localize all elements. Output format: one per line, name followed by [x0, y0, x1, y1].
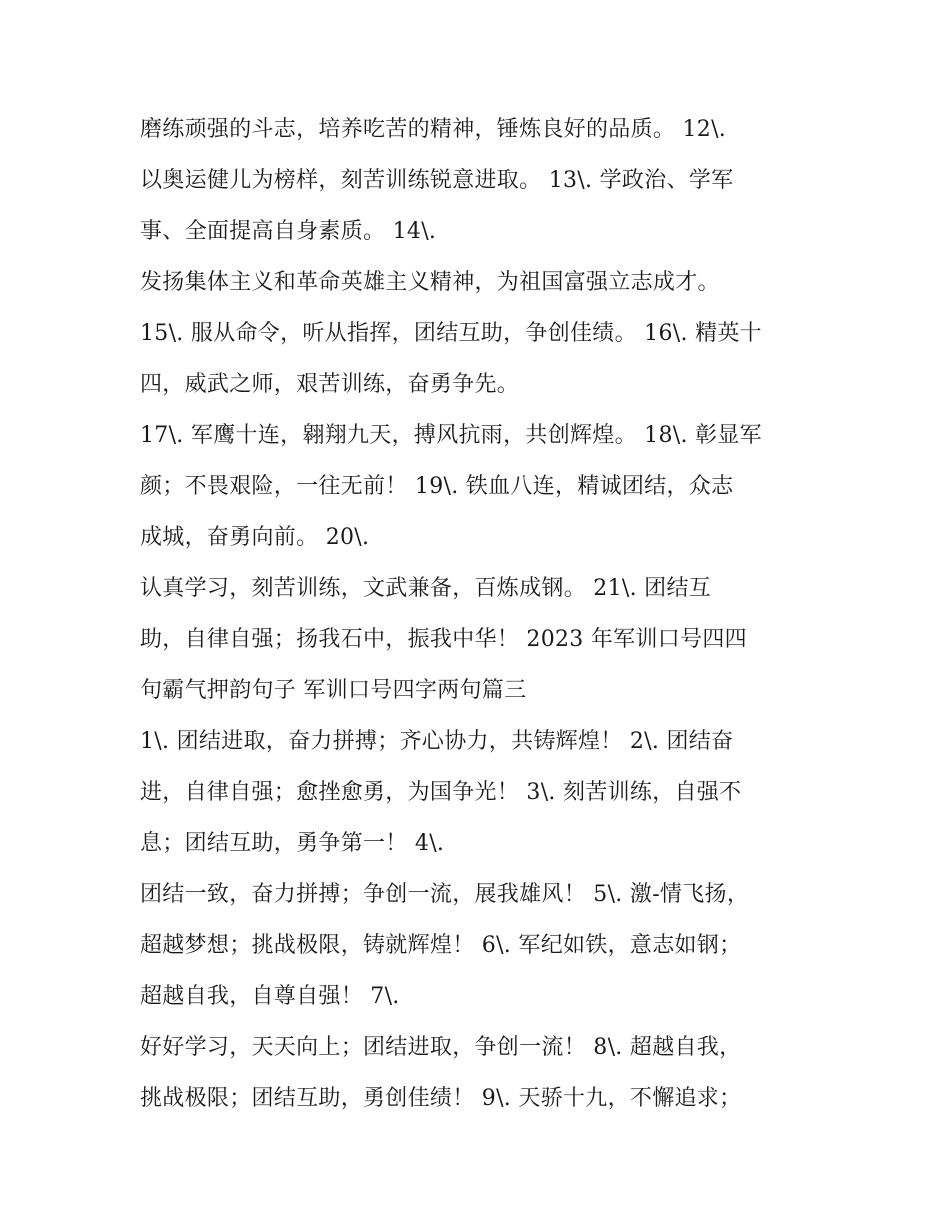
text-line: 17\. 军鹰十连，翱翔九天，搏风抗雨，共创辉煌。 18\. 彰显军 — [140, 423, 762, 448]
text-line: 事、全面提高自身素质。 14\. — [140, 219, 437, 244]
text-line: 成城，奋勇向前。 20\. — [140, 525, 370, 550]
text-line: 15\. 服从命令，听从指挥，团结互助，争创佳绩。 16\. 精英十 — [140, 321, 762, 346]
text-line: 发扬集体主义和革命英雄主义精神，为祖国富强立志成才。 — [140, 270, 720, 295]
text-line: 认真学习，刻苦训练，文武兼备，百炼成钢。 21\. 团结互 — [140, 576, 712, 601]
text-line: 团结一致，奋力拼搏；争创一流，展我雄风！ 5\. 激-情飞扬， — [140, 882, 750, 907]
text-line: 超越自我，自尊自强！ 7\. — [140, 984, 400, 1009]
text-line: 超越梦想；挑战极限，铸就辉煌！ 6\. 军纪如铁，意志如钢； — [140, 933, 742, 958]
text-line: 息；团结互助，勇争第一！ 4\. — [140, 831, 445, 856]
text-line: 挑战极限；团结互助，勇创佳绩！ 9\. 天骄十九，不懈追求； — [140, 1086, 742, 1111]
text-line: 四，威武之师，艰苦训练，奋勇争先。 — [140, 372, 520, 397]
text-line: 助，自律自强；扬我石中，振我中华！ 2023 年军训口号四四 — [140, 627, 747, 652]
text-line: 颜；不畏艰险，一往无前！ 19\. 铁血八连，精诚团结，众志 — [140, 474, 734, 499]
text-line: 1\. 团结进取，奋力拼搏；齐心协力，共铸辉煌！ 2\. 团结奋 — [140, 729, 734, 754]
text-line: 好好学习，天天向上；团结进取，争创一流！ 8\. 超越自我， — [140, 1035, 742, 1060]
text-line: 进，自律自强；愈挫愈勇，为国争光！ 3\. 刻苦训练，自强不 — [140, 780, 742, 805]
text-line: 以奥运健儿为榜样，刻苦训练锐意进取。 13\. 学政治、学军 — [140, 168, 734, 193]
text-line: 句霸气押韵句子 军训口号四字两句篇三 — [140, 678, 527, 703]
document-body — [140, 110, 820, 1130]
text-line: 磨练顽强的斗志，培养吃苦的精神，锤炼良好的品质。 12\. — [140, 117, 727, 142]
